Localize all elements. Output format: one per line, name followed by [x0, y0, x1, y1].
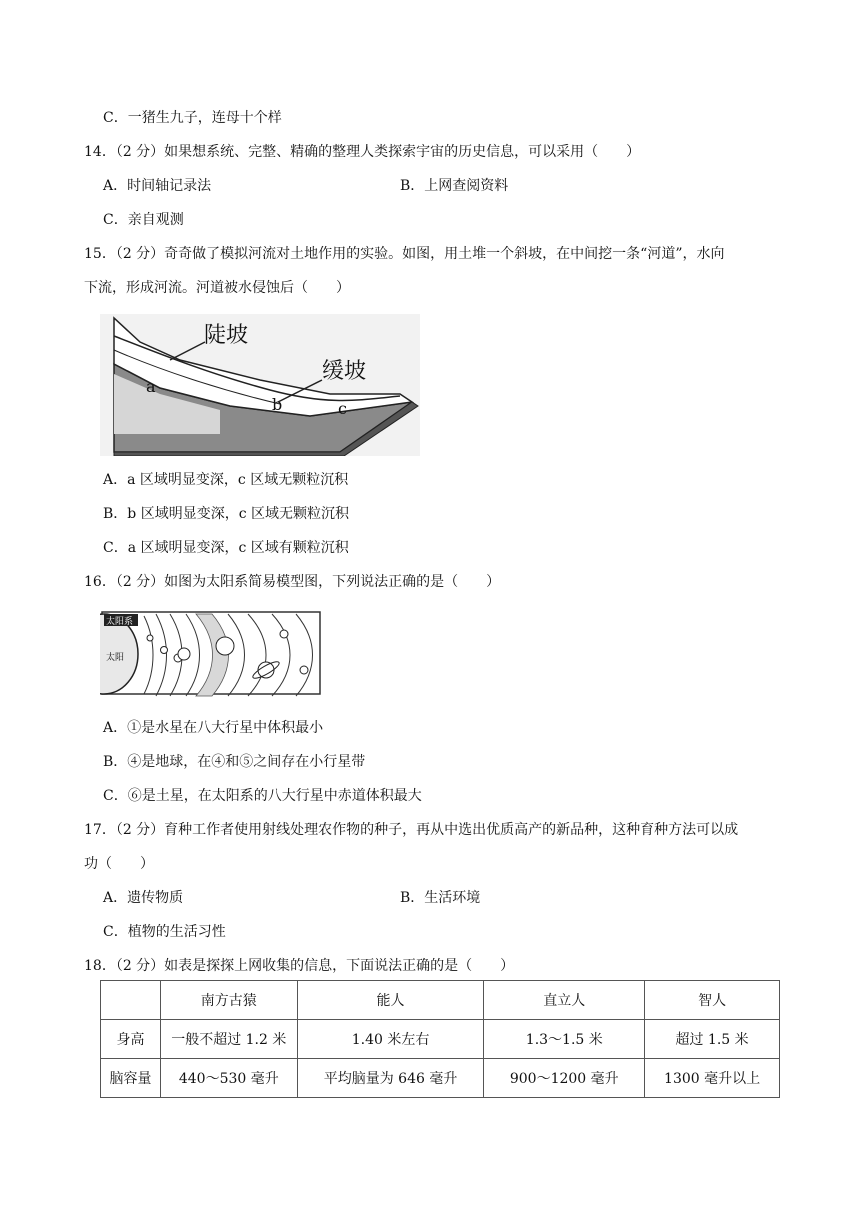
table-header-cell: 直立人	[484, 981, 645, 1020]
q16-stem: 16．（2 分）如图为太阳系简易模型图，下列说法正确的是（ ）	[84, 574, 501, 590]
label-b: b	[272, 395, 283, 414]
table-cell: 脑容量	[101, 1059, 161, 1098]
q17-option-a: A．遗传物质	[103, 890, 184, 906]
q15-option-a: A．a 区域明显变深，c 区域无颗粒沉积	[103, 472, 349, 488]
q17-stem-line1: 17．（2 分）育种工作者使用射线处理农作物的种子，再从中选出优质高产的新品种，这种育种方法可以成	[84, 822, 739, 838]
planet-6-icon	[258, 662, 274, 678]
q17-stem-line2: 功（ ）	[84, 856, 154, 872]
q15-stem-line1: 15．（2 分）奇奇做了模拟河流对土地作用的实验。如图，用土堆一个斜坡，在中间挖一条“河道”，水向	[84, 246, 725, 262]
q15-stem-line2: 下流，形成河流。河道被水侵蚀后（ ）	[84, 280, 350, 296]
planet-8-icon	[300, 666, 308, 674]
table-cell: 440～530 毫升	[160, 1059, 297, 1098]
q14-option-a: A．时间轴记录法	[103, 178, 212, 194]
label-c: c	[338, 399, 347, 418]
steep-slope-label: 陡坡	[204, 323, 249, 348]
table-header-cell	[101, 981, 161, 1020]
planet-7-icon	[280, 630, 288, 638]
table-cell: 超过 1.5 米	[645, 1020, 780, 1059]
planet-1-icon	[147, 635, 153, 641]
table-cell: 1300 毫升以上	[645, 1059, 780, 1098]
q16-option-a: A．①是水星在八大行星中体积最小	[103, 720, 324, 736]
river-slope-figure	[100, 314, 420, 456]
sun-label: 太阳	[106, 653, 125, 663]
q14-stem: 14．（2 分）如果想系统、完整、精确的整理人类探索宇宙的历史信息，可以采用（ ）	[84, 144, 641, 160]
q15-option-c: C．a 区域明显变深，c 区域有颗粒沉积	[103, 540, 349, 556]
table-header-cell: 能人	[297, 981, 484, 1020]
table-cell: 平均脑量为 646 毫升	[297, 1059, 484, 1098]
table-row	[101, 1020, 780, 1059]
q17-option-c: C．植物的生活习性	[103, 924, 226, 940]
hominid-table	[100, 980, 780, 1098]
label-a: a	[146, 377, 156, 396]
table-row	[101, 1059, 780, 1098]
q15-option-b: B．b 区域明显变深，c 区域无颗粒沉积	[103, 506, 349, 522]
q14-option-c: C．亲自观测	[103, 212, 184, 228]
solar-system-figure	[100, 610, 322, 700]
q18-stem: 18．（2 分）如表是探探上网收集的信息，下面说法正确的是（ ）	[84, 958, 515, 974]
table-header-row	[101, 981, 780, 1020]
q17-option-b: B．生活环境	[400, 890, 481, 906]
table-cell: 900～1200 毫升	[484, 1059, 645, 1098]
q16-option-b: B．④是地球，在④和⑤之间存在小行星带	[103, 754, 366, 770]
planet-4-icon	[178, 648, 190, 660]
gentle-slope-label: 缓坡	[322, 359, 367, 384]
solar-system-title: 太阳系	[106, 617, 134, 627]
table-cell: 1.40 米左右	[297, 1020, 484, 1059]
planet-2-icon	[161, 647, 168, 654]
table-header-cell: 智人	[645, 981, 780, 1020]
table-cell: 身高	[101, 1020, 161, 1059]
q14-option-b: B．上网查阅资料	[400, 178, 509, 194]
planet-5-icon	[216, 637, 234, 655]
table-header-cell: 南方古猿	[160, 981, 297, 1020]
q16-option-c: C．⑥是土星，在太阳系的八大行星中赤道体积最大	[103, 788, 422, 804]
q13-option-c: C．一猪生九子，连母十个样	[103, 110, 282, 126]
table-cell: 一般不超过 1.2 米	[160, 1020, 297, 1059]
table-cell: 1.3～1.5 米	[484, 1020, 645, 1059]
